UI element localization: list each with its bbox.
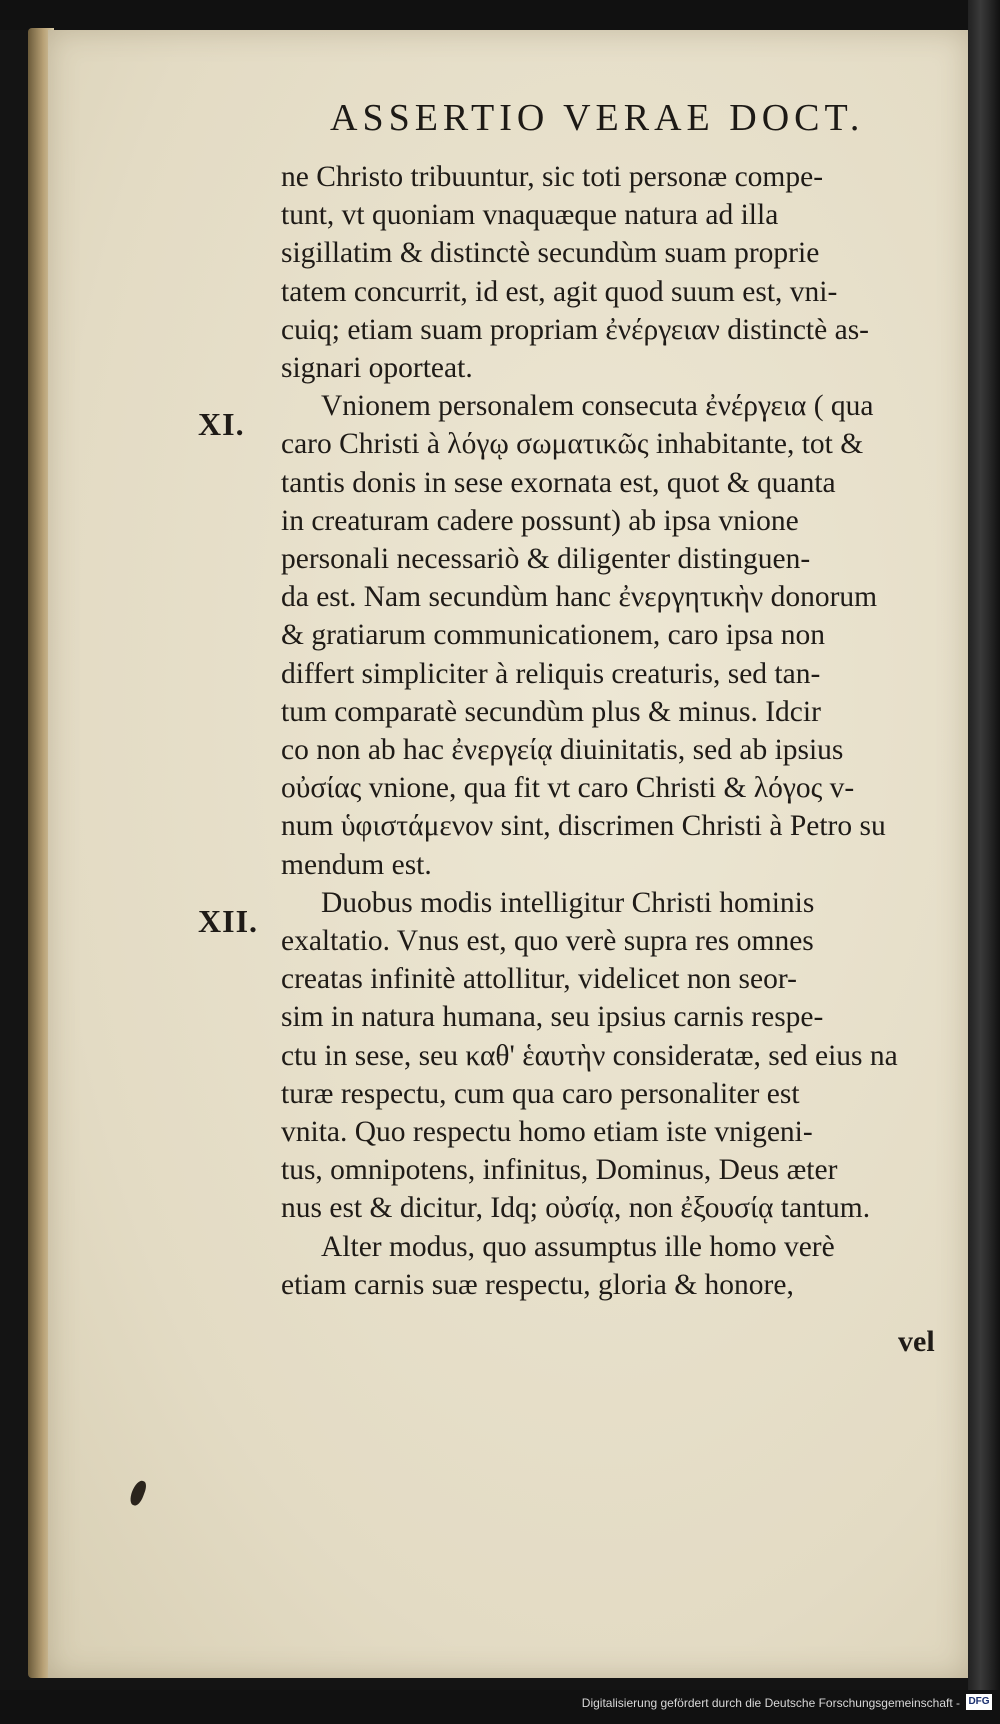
text-line: ne Christo tribuuntur, sic toti personæ compe- xyxy=(281,161,824,193)
text-line: ctu in sese, seu καθ' ἑαυτὴν consideratæ, sed eius na xyxy=(281,1039,898,1072)
digitization-footer xyxy=(0,1690,1000,1724)
text-line: turæ respectu, cum qua caro personaliter est xyxy=(281,1077,800,1110)
margin-numeral-xii: XII. xyxy=(198,903,259,939)
scan-right-border xyxy=(968,0,1000,1724)
text-line: nus est & dicitur, Idq; οὐσίᾳ, non ἐξουσίᾳ tantum. xyxy=(281,1192,871,1225)
text-line: mendum est. xyxy=(281,848,432,881)
text-line: creatas infinitè attollitur, videlicet non seor- xyxy=(281,963,797,996)
text-line: exaltatio. Vnus est, quo verè supra res omnes xyxy=(281,925,814,958)
text-line: οὐσίας vnione, qua fit vt caro Christi & λόγος v- xyxy=(281,772,855,805)
text-line: sim in natura humana, seu ipsius carnis respe- xyxy=(281,1001,824,1034)
text-line: tum comparatè secundùm plus & minus. Idcir xyxy=(281,695,821,728)
text-line: tus, omnipotens, infinitus, Dominus, Deus æter xyxy=(281,1154,838,1187)
running-head: ASSERTIO VERAE DOCT. xyxy=(330,97,865,139)
catchword: vel xyxy=(898,1325,935,1358)
text-line: & gratiarum communicationem, caro ipsa non xyxy=(281,619,825,652)
text-line: tantis donis in sese exornata est, quot & quanta xyxy=(281,466,836,499)
text-line: Alter modus, quo assumptus ille homo verè xyxy=(321,1230,835,1263)
text-line: signari oporteat. xyxy=(281,352,473,385)
text-line: tatem concurrit, id est, agit quod suum est, vni- xyxy=(281,275,838,308)
text-line: in creaturam cadere possunt) ab ipsa vnione xyxy=(281,504,799,537)
text-line: cuiq; etiam suam propriam ἐνέργειαν distinctè as- xyxy=(281,313,869,346)
text-line: etiam carnis suæ respectu, gloria & honore, xyxy=(281,1268,794,1301)
text-line: num ὑφιστάμενον sint, discrimen Christi à Petro su xyxy=(281,810,886,843)
footer-credit: Digitalisierung gefördert durch die Deutsche Forschungsgemeinschaft - xyxy=(581,1696,960,1710)
text-line: sigillatim & distinctè secundùm suam proprie xyxy=(281,237,820,270)
text-line: Duobus modis intelligitur Christi hominis xyxy=(321,886,815,919)
text-line: vnita. Quo respectu homo etiam iste vnigeni- xyxy=(281,1116,813,1149)
text-line: tunt, vt quoniam vnaquæque natura ad illa xyxy=(281,199,779,232)
text-line: Vnionem personalem consecuta ἐνέργεια ( qua xyxy=(321,390,874,423)
margin-numeral-xi: XI. xyxy=(198,406,245,442)
text-line: caro Christi à λόγῳ σωματικῶς inhabitante, tot & xyxy=(281,428,864,461)
text-line: personali necessariò & diligenter distinguen- xyxy=(281,543,811,576)
text-line: da est. Nam secundùm hanc ἐνεργητικὴν donorum xyxy=(281,581,878,614)
body-text xyxy=(281,158,945,1304)
scan-top-band xyxy=(0,0,968,30)
text-line: differt simpliciter à reliquis creaturis, sed tan- xyxy=(281,657,821,690)
text-line: co non ab hac ἐνεργείᾳ diuinitatis, sed ab ipsius xyxy=(281,734,844,767)
dfg-logo: DFG xyxy=(966,1694,992,1710)
